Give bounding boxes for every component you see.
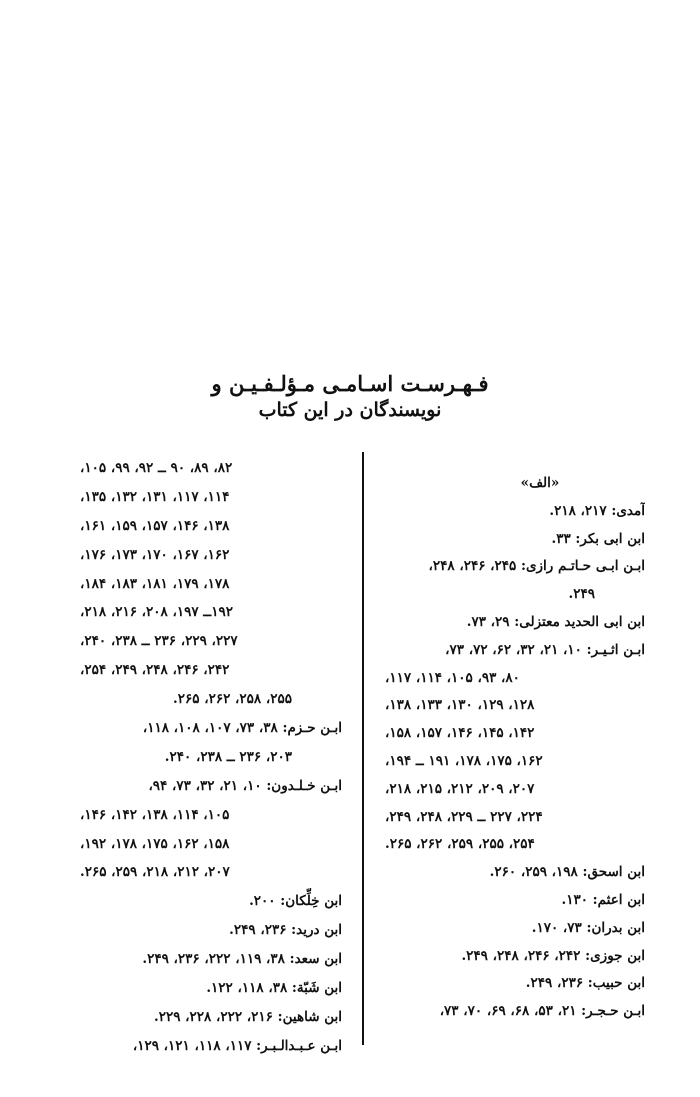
index-entry-continuation: ۸۲، ۸۹، ۹۰ ــ ۹۲، ۹۹، ۱۰۵، bbox=[80, 460, 233, 476]
index-entry-continuation: ۲۰۷، ۲۱۲، ۲۱۸، ۲۵۹، ۲۶۵. bbox=[80, 864, 230, 881]
index-entry-continuation: ۱۵۸، ۱۶۲، ۱۷۵، ۱۷۸، ۱۹۲، bbox=[80, 835, 230, 852]
index-entry-continuation: ۱۴۲، ۱۴۵، ۱۴۶، ۱۵۷، ۱۵۸، bbox=[385, 725, 535, 742]
index-entry: ابـن حـزم: ۳۸، ۷۳، ۱۰۷، ۱۰۸، ۱۱۸، bbox=[142, 720, 342, 737]
index-entry-continuation: ۸۰، ۹۳، ۱۰۵، ۱۱۴، ۱۱۷، bbox=[385, 669, 520, 686]
index-entry-continuation: ۲۵۴، ۲۵۵، ۲۵۹، ۲۶۲، ۲۶۵. bbox=[385, 836, 535, 853]
left-column bbox=[80, 454, 342, 1061]
index-entry-continuation: ۱۳۸، ۱۴۶، ۱۵۷، ۱۵۹، ۱۶۱، bbox=[80, 517, 230, 534]
index-entry: ابن خِلِّکان: ۲۰۰. bbox=[249, 893, 342, 910]
index-entry: ابن جوزی: ۲۴۲، ۲۴۶، ۲۴۸، ۲۴۹. bbox=[461, 947, 645, 964]
index-entry-continuation: ۲۴۲، ۲۴۶، ۲۴۸، ۲۴۹، ۲۵۴، bbox=[80, 662, 230, 679]
index-entry-continuation: ۱۱۴، ۱۱۷، ۱۳۱، ۱۳۲، ۱۳۵، bbox=[80, 488, 230, 505]
index-entry-continuation: ۱۷۸، ۱۷۹، ۱۸۱، ۱۸۳، ۱۸۴، bbox=[80, 575, 230, 592]
index-entry-continuation: ۲۴۹. bbox=[568, 586, 595, 603]
index-entry-continuation: ۱۶۲، ۱۷۵، ۱۷۸، ۱۹۱ ــ ۱۹۴، bbox=[385, 752, 543, 769]
index-entry: ابـن اثـیـر: ۱۰، ۲۱، ۳۲، ۶۲، ۷۲، ۷۳، bbox=[445, 641, 645, 658]
index-entry: ابـن ابـی حـاتـم رازی: ۲۴۵، ۲۴۶، ۲۴۸، bbox=[428, 558, 645, 575]
section-heading-alef: «الف» bbox=[520, 475, 560, 491]
title-line-2: نویسندگان در این کتاب bbox=[258, 399, 442, 421]
index-entry: ابن اعثم: ۱۳۰. bbox=[561, 891, 645, 908]
index-entry: ابن سعد: ۳۸، ۱۱۹، ۲۲۲، ۲۳۶، ۲۴۹. bbox=[142, 951, 342, 968]
index-entry: ابن ابی بکر: ۳۳. bbox=[551, 530, 645, 547]
index-entry: ابن حبیب: ۲۳۶، ۲۴۹. bbox=[525, 975, 645, 992]
index-entry-continuation: ۱۰۵، ۱۱۴، ۱۳۸، ۱۴۲، ۱۴۶، bbox=[80, 806, 230, 823]
index-entry: ابن شَبّة: ۳۸، ۱۱۸، ۱۲۲. bbox=[206, 980, 342, 997]
index-entry: ابن بدران: ۷۳، ۱۷۰. bbox=[531, 919, 645, 936]
index-entry: ابن درید: ۲۳۶، ۲۴۹. bbox=[229, 922, 342, 939]
index-entry: ابـن خـلـدون: ۱۰، ۲۱، ۳۲، ۷۳، ۹۴، bbox=[148, 777, 342, 794]
index-entry-continuation: ۲۲۴، ۲۲۷ ــ ۲۲۹، ۲۴۸، ۲۴۹، bbox=[385, 808, 543, 825]
index-entry: ابـن عـبـدالـبـر: ۱۱۷، ۱۱۸، ۱۲۱، ۱۲۹، bbox=[132, 1037, 342, 1054]
index-entry: ابـن حـجـر: ۲۱، ۵۳، ۶۸، ۶۹، ۷۰، ۷۳، bbox=[439, 1003, 645, 1020]
index-title bbox=[0, 370, 700, 423]
index-entry-continuation: ۲۲۷، ۲۲۹، ۲۳۶ ــ ۲۳۸، ۲۴۰، bbox=[80, 633, 238, 650]
index-entry: ابن ابی الحدید معتزلی: ۲۹، ۷۳. bbox=[466, 613, 645, 630]
index-entry: ابن اسحق: ۱۹۸، ۲۵۹، ۲۶۰. bbox=[489, 864, 645, 881]
index-entry-continuation: ۲۰۷، ۲۰۹، ۲۱۲، ۲۱۵، ۲۱۸، bbox=[385, 780, 535, 797]
index-entry: آمدی: ۲۱۷، ۲۱۸. bbox=[549, 502, 645, 519]
index-entry-continuation: ۲۵۵، ۲۵۸، ۲۶۲، ۲۶۵. bbox=[173, 691, 292, 708]
right-column bbox=[385, 470, 645, 1026]
index-entry-continuation: ۱۶۲، ۱۶۷، ۱۷۰، ۱۷۳، ۱۷۶، bbox=[80, 546, 230, 563]
index-entry: ابن شاهین: ۲۱۶، ۲۲۲، ۲۲۸، ۲۲۹. bbox=[153, 1008, 342, 1025]
index-entry-continuation: ۲۰۳، ۲۳۶ ــ ۲۳۸، ۲۴۰. bbox=[164, 748, 292, 765]
column-divider bbox=[362, 452, 364, 1045]
title-line-1: فـهـرسـت اسـامـی مـؤلـفـیـن و bbox=[211, 371, 489, 396]
index-entry-continuation: ۱۲۸، ۱۲۹، ۱۳۰، ۱۳۳، ۱۳۸، bbox=[385, 697, 535, 714]
index-entry-continuation: ۱۹۲ــ ۱۹۷، ۲۰۸، ۲۱۶، ۲۱۸، bbox=[80, 604, 233, 621]
